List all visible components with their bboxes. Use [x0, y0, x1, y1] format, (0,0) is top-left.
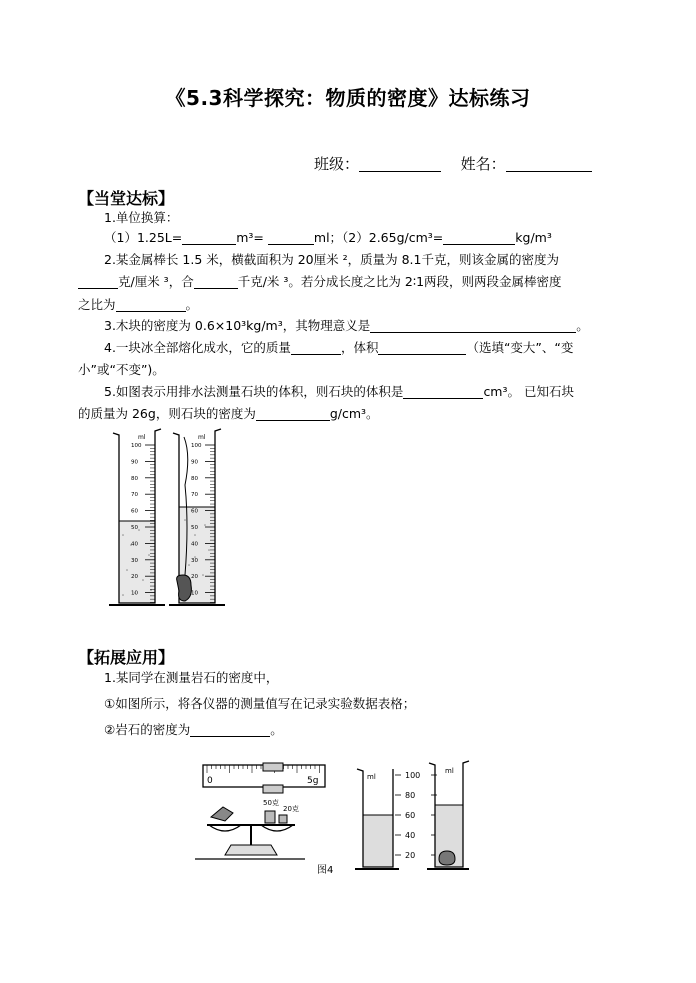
tick-label: 30 [191, 557, 198, 564]
q4-blank-1[interactable] [291, 340, 341, 355]
s2-q1-line1: 1.某同学在测量岩石的密度中， [104, 670, 279, 685]
q3-blank[interactable] [370, 318, 576, 333]
tick-label: 90 [131, 459, 138, 466]
fig4-scale [395, 771, 437, 860]
q5-line2: 的质量为 26g，则石块的密度为 g/cm³。 [78, 406, 379, 421]
q2-line3: 之比为 。 [78, 297, 199, 312]
fig4-tick-label: 80 [405, 791, 416, 800]
fig4-tick-label: 60 [405, 811, 416, 820]
tick-label: 50 [131, 525, 138, 531]
fig4-stone [439, 851, 455, 865]
weight-50 [265, 811, 275, 823]
q2-blank-2[interactable] [194, 274, 238, 289]
q4-line2: 小”或“不变”)。 [78, 362, 165, 377]
q5-line1: 5.如图表示用排水法测量石块的体积，则石块的体积是 cm³。 已知石块 [104, 384, 574, 399]
q1-line1: 1.单位换算： [104, 210, 179, 225]
rock-on-pan [211, 807, 233, 821]
q5-blank-2[interactable] [256, 406, 330, 421]
tick-label: 60 [131, 508, 138, 515]
figure-caption: 图4 [317, 865, 334, 876]
fig4-tick-label: 20 [405, 851, 416, 860]
tick-label: 80 [131, 475, 138, 482]
tick-label: 40 [131, 541, 138, 548]
tick-label: 10 [191, 590, 198, 597]
ruler-end-label: 5g [307, 776, 319, 786]
q3-line: 3.木块的密度为 0.6×10³kg/m³，其物理意义是 。 [104, 318, 589, 333]
cylinder-figure [105, 425, 225, 615]
weight-20 [279, 815, 287, 823]
cylinder-left [109, 429, 165, 605]
q2-blank-3[interactable] [116, 297, 186, 312]
fig4-left-unit: ml [367, 773, 376, 781]
tick-label: 20 [131, 574, 138, 581]
tick-label: 100 [191, 443, 202, 449]
q5-blank-1[interactable] [403, 384, 483, 399]
weight-20-label: 20克 [283, 805, 299, 813]
q1-blank-1[interactable] [182, 230, 236, 245]
fig4-cylinder-left [355, 769, 399, 869]
ruler-start-label: 0 [207, 776, 213, 786]
tick-label: 60 [191, 508, 198, 515]
cylinder-left-unit: ml [138, 434, 146, 441]
section-heading-extension: 【拓展应用】 [78, 648, 175, 667]
class-name-line [314, 153, 592, 174]
q1-blank-3[interactable] [443, 230, 515, 245]
balance [195, 798, 305, 859]
q4-blank-2[interactable] [378, 340, 466, 355]
tick-label: 70 [191, 492, 198, 499]
fig4-right-unit: ml [445, 767, 454, 775]
fig4-tick-label: 100 [405, 771, 421, 780]
page-title: 《5.3科学探究：物质的密度》达标练习 [165, 86, 531, 110]
class-blank[interactable] [359, 157, 441, 172]
q2-line2: 克/厘米 ³，合 千克/米 ³。若分成长度之比为 2∶1两段，则两段金属棒密度 [78, 272, 562, 292]
rider [263, 763, 283, 771]
fig4-tick-label: 40 [405, 831, 416, 840]
tick-label: 30 [131, 557, 138, 564]
class-label: 班级： [314, 155, 360, 173]
tick-label: 20 [191, 574, 198, 581]
q1-line2: （1）1.25L= m³= ml；（2）2.65g/cm³= kg/m³ [104, 230, 552, 245]
tick-label: 70 [131, 492, 138, 499]
q1-blank-2[interactable] [268, 230, 314, 245]
s2-q1-line3: ②岩石的密度为 。 [104, 722, 283, 737]
name-label: 姓名： [460, 155, 506, 173]
q2-line1: 2.某金属棒长 1.5 米，横截面积为 20厘米 ²，质量为 8.1千克，则该金属的密度为 [104, 252, 559, 267]
rider-ruler [203, 763, 325, 793]
tick-label: 90 [191, 459, 198, 466]
tick-label: 40 [191, 541, 198, 548]
stone [177, 575, 192, 601]
tick-label: 80 [191, 475, 198, 482]
figure-4 [195, 755, 475, 880]
section-heading-in-class: 【当堂达标】 [78, 189, 175, 208]
weight-50-label: 50克 [263, 799, 279, 807]
cylinder-right-unit: ml [198, 434, 206, 441]
s2-blank-density[interactable] [190, 722, 270, 737]
q2-blank-1[interactable] [78, 274, 118, 289]
tick-label: 50 [191, 525, 198, 531]
tick-label: 10 [131, 590, 138, 597]
tick-label: 100 [131, 443, 142, 449]
cylinder-right [169, 429, 225, 605]
s2-q1-line2: ①如图所示，将各仪器的测量值写在记录实验数据表格； [104, 696, 416, 711]
q4-line1: 4.一块冰全部熔化成水，它的质量 ，体积 （选填“变大”、“变 [104, 340, 574, 355]
name-blank[interactable] [506, 157, 592, 172]
